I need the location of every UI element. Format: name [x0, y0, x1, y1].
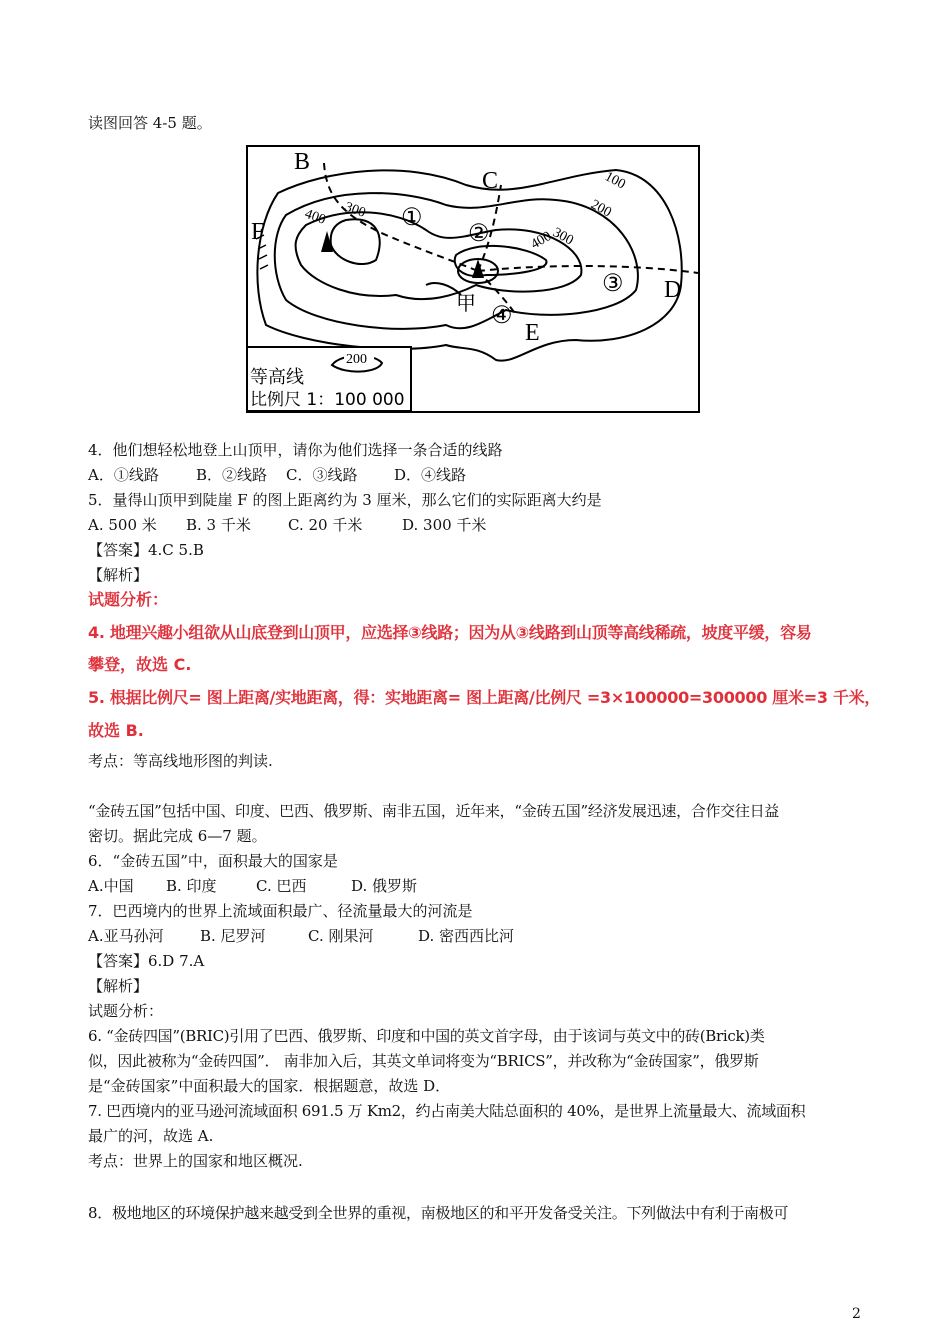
- route-label-4: ④: [491, 303, 513, 329]
- explanation-5-line-2: 故选 B.: [88, 721, 144, 740]
- explanation-6-line-2: 似，因此被称为“金砖四国”． 南非加入后，其英文单词将变为“BRICS”，并改称为“金砖国家”，俄罗斯: [88, 1052, 759, 1070]
- route-label-2: ②: [468, 221, 490, 247]
- contour-label-400-right: 400: [528, 228, 555, 253]
- question-5-stem: 5．量得山顶甲到陡崖 F 的图上距离约为 3 厘米，那么它们的实际距离大约是: [88, 491, 602, 509]
- option-d[interactable]: D．④线路: [394, 466, 467, 484]
- option-c[interactable]: C．③线路: [286, 466, 358, 484]
- question-4-options: [88, 465, 466, 485]
- key-point-1: 考点：等高线地形图的判读.: [88, 752, 273, 770]
- point-label-jia: 甲: [456, 293, 476, 315]
- explanation-7-line-2: 最广的河，故选 A.: [88, 1127, 214, 1145]
- explanation-5-line-1: 5. 根据比例尺= 图上距离/实地距离，得：实地距离= 图上距离/比例尺 =3×100000=300000 厘米=3 千米，: [88, 688, 881, 707]
- option-d[interactable]: D. 300 千米: [402, 516, 487, 534]
- option-c[interactable]: C. 20 千米: [288, 516, 363, 534]
- option-a[interactable]: A.亚马孙河: [88, 927, 164, 945]
- question-6-stem: 6．“金砖五国”中，面积最大的国家是: [88, 852, 338, 870]
- route-label-1: ①: [401, 205, 423, 231]
- option-c[interactable]: C. 刚果河: [308, 927, 374, 945]
- contour-label-100: 100: [602, 169, 628, 193]
- explanation-4-line-2: 攀登，故选 C.: [88, 655, 192, 674]
- analysis-subheading: 试题分析：: [88, 590, 169, 609]
- option-a[interactable]: A．①线路: [88, 466, 159, 484]
- point-label-c: C: [482, 168, 499, 194]
- option-b[interactable]: B. 尼罗河: [200, 927, 266, 945]
- contour-label-400-left: 400: [302, 206, 328, 228]
- option-a[interactable]: A. 500 米: [88, 516, 157, 534]
- question-7-stem: 7．巴西境内的世界上流域面积最广、径流量最大的河流是: [88, 902, 473, 920]
- option-d[interactable]: D. 俄罗斯: [351, 877, 418, 895]
- question-6-options: [88, 876, 417, 896]
- intro-2-line-2: 密切。据此完成 6—7 题。: [88, 827, 267, 845]
- option-b[interactable]: B. 3 千米: [186, 516, 251, 534]
- analysis-heading-2: 【解析】: [88, 977, 149, 995]
- answer-4-5: 【答案】4.C 5.B: [88, 541, 204, 559]
- question-5-options: [88, 515, 486, 535]
- question-7-options: [88, 926, 514, 946]
- analysis-subheading-2: 试题分析：: [88, 1002, 164, 1020]
- contour-label-300-left: 300: [342, 199, 368, 221]
- option-c[interactable]: C. 巴西: [256, 877, 307, 895]
- page-number: 2: [852, 1306, 861, 1322]
- point-label-d: D: [664, 277, 682, 303]
- key-point-2: 考点：世界上的国家和地区概况.: [88, 1152, 303, 1170]
- point-label-f: F: [251, 219, 265, 245]
- question-4-stem: 4．他们想轻松地登上山顶甲，请你为他们选择一条合适的线路: [88, 441, 503, 459]
- scale-text: 比例尺 1：100 000: [250, 390, 405, 410]
- intro-text: 读图回答 4-5 题。: [88, 114, 212, 132]
- explanation-6-line-1: 6. “金砖四国”(BRIC)引用了巴西、俄罗斯、印度和中国的英文首字母，由于该词与英文中的砖(Brick)类: [88, 1027, 765, 1045]
- contour-label-200: 200: [588, 197, 614, 221]
- question-8-stem: 8．极地地区的环境保护越来越受到全世界的重视，南极地区的和平开发备受关注。下列做法中有利于南极可: [88, 1204, 789, 1222]
- option-b[interactable]: B. 印度: [166, 877, 217, 895]
- explanation-6-line-3: 是“金砖国家”中面积最大的国家．根据题意，故选 D．: [88, 1077, 451, 1095]
- answer-6-7: 【答案】6.D 7.A: [88, 952, 205, 970]
- contour-map: [246, 145, 700, 413]
- contour-label-300-right: 300: [550, 225, 576, 249]
- legend-contour-value: 200: [346, 352, 367, 367]
- analysis-heading: 【解析】: [88, 566, 149, 584]
- option-b[interactable]: B．②线路: [196, 466, 268, 484]
- point-label-b: B: [294, 149, 311, 175]
- explanation-4-line-1: 4. 地理兴趣小组欲从山底登到山顶甲，应选择③线路；因为从③线路到山顶等高线稀疏，坡度平缓，容易: [88, 623, 812, 642]
- route-label-3: ③: [602, 271, 624, 297]
- explanation-7-line-1: 7. 巴西境内的亚马逊河流域面积 691.5 万 Km2，约占南美大陆总面积的 40%，是世界上流量最大、流域面积: [88, 1102, 806, 1120]
- point-label-e: E: [525, 320, 540, 346]
- legend-label: 等高线: [250, 367, 304, 388]
- intro-2-line-1: “金砖五国”包括中国、印度、巴西、俄罗斯、南非五国，近年来，“金砖五国”经济发展迅速，合作交往日益: [88, 802, 779, 820]
- option-a[interactable]: A.中国: [88, 877, 134, 895]
- option-d[interactable]: D. 密西西比河: [418, 927, 515, 945]
